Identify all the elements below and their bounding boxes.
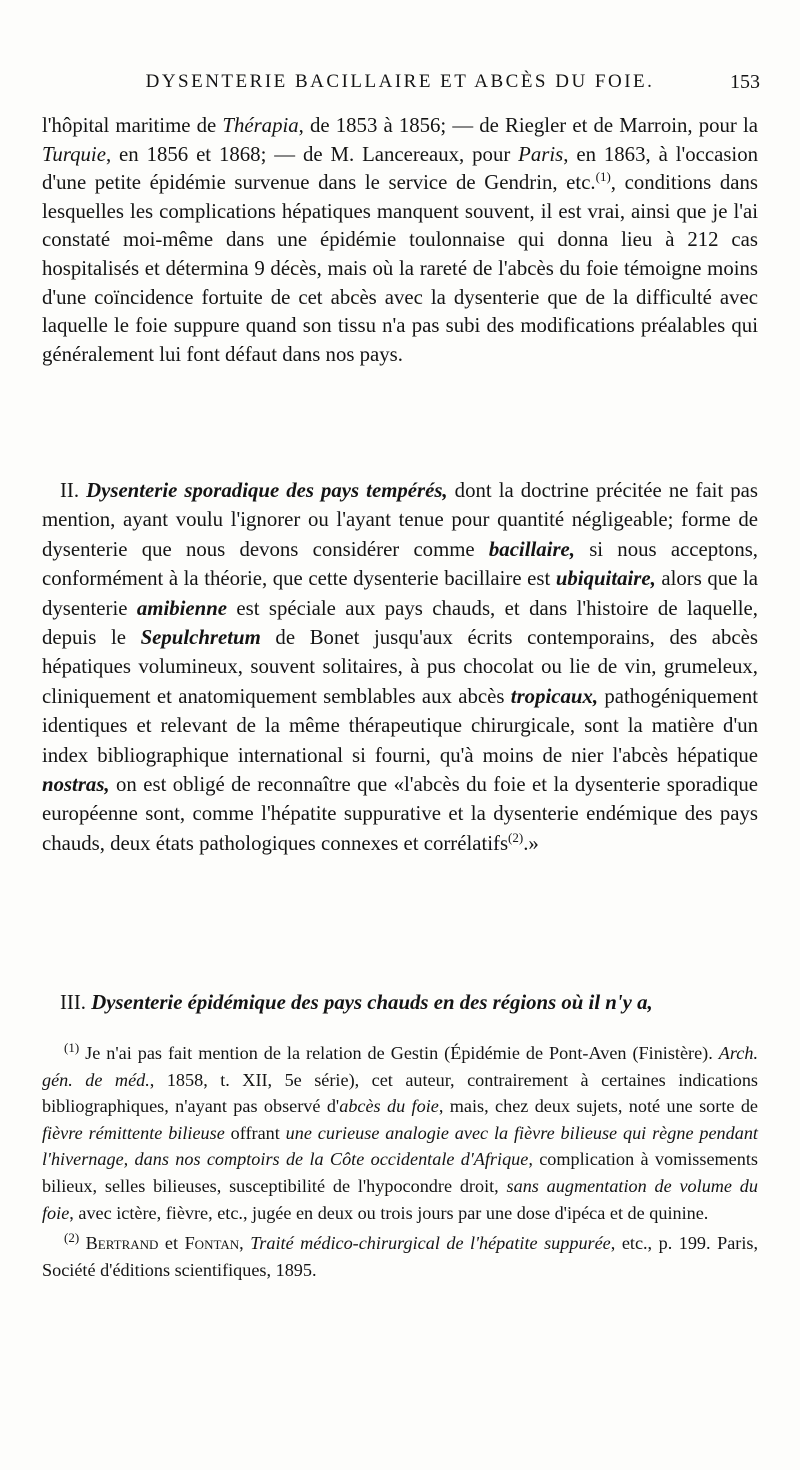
emphasis: une curieuse analogie avec la fièvre bilieuse qui règne pendant l'hivernage, dans nos comptoirs de la Côte occidentale d'Afrique, (42, 1122, 758, 1170)
author-name: Fontan (184, 1233, 240, 1254)
footnotes (42, 1040, 758, 1283)
section-number: III. (60, 991, 92, 1014)
emphasis: ubiquitaire, (555, 567, 656, 591)
book-title: Traité médico-chirurgical de l'hépatite suppurée (250, 1233, 611, 1254)
emphasis: tropicaux, (510, 684, 599, 708)
text: pathogéniquement identiques et relevant de la même thérapeutique chirurgicale, sont la matière d'un index bibliographique international si fourni, qu'à moins de nier l'abcès hépatique (42, 684, 758, 767)
text: , conditions dans lesquelles les complications hépatiques manquent souvent, il est vrai, ainsi que je l'ai constaté moi-même dans une épidémie toulonnaise qui donna lieu à 212 cas hospitalisés et détermina 9 décès, mais où la rareté de l'abcès du foie témoigne moins d'une coïncidence fortuite de cet abcès avec la dysenterie que de la difficulté avec laquelle le foie suppure quand son tissu n'a pas subi des modifications préalables qui généralement lui font défaut dans nos pays. (42, 171, 758, 366)
text: .» (523, 831, 539, 855)
emphasis: amibienne (136, 596, 227, 620)
text: , en 1856 et 1868; — de M. Lancereaux, pour (105, 142, 519, 166)
footnote-2 (42, 1230, 758, 1283)
footnote-1 (42, 1040, 758, 1226)
text: si nous acceptons, conformément à la théorie, que cette dysenterie bacillaire est (42, 537, 759, 591)
footnote-mark: (2) (64, 1230, 80, 1246)
footnote-ref-1: (1) (595, 169, 611, 185)
text: , etc., p. 199. Paris, Société d'éditions scientifiques, 1895. (42, 1233, 758, 1280)
section-ii (42, 476, 758, 858)
emphasis: abcès du foie (339, 1096, 439, 1117)
running-title: DYSENTERIE BACILLAIRE ET ABCÈS DU FOIE. (145, 71, 655, 92)
text: offrant (224, 1122, 286, 1143)
text: est spéciale aux pays chauds, et dans l'histoire de laquelle, depuis le (42, 596, 758, 650)
emphasis: nostras, (42, 773, 110, 797)
place-name: Paris (518, 142, 564, 166)
text: et (158, 1233, 185, 1254)
text: de Bonet jusqu'aux écrits contemporains, des abcès hépatiques volumineux, souvent solitaires, à pus chocolat ou lie de vin, grumeleux, cliniquement et anatomiquement semblables aux abcès (42, 626, 758, 708)
footnote-mark: (1) (64, 1039, 80, 1055)
text: , de 1853 à 1856; — de Riegler et de Marroin, pour la (298, 114, 758, 137)
emphasis: Sepulchretum (140, 626, 261, 650)
page-header (40, 66, 760, 98)
place-name: Thérapia (222, 114, 299, 137)
emphasis: fièvre rémittente bilieuse (42, 1122, 225, 1143)
footnote-ref-2: (2) (508, 829, 524, 845)
section-iii (42, 988, 758, 1018)
text: on est obligé de reconnaître que «l'abcès du foie et la dysenterie sporadique européenne sont, comme l'hépatite suppurative et la dysenterie endémique des pays chauds, deux états pathologiques connexes et corrélatifs (42, 773, 758, 855)
text: complication à vomissements bilieux, selles bilieuses, susceptibilité de l'hypocondre droit, (42, 1149, 758, 1196)
emphasis: bacillaire, (488, 537, 575, 561)
author-name: Bertrand (79, 1233, 159, 1254)
text: , avec ictère, fièvre, etc., jugée en deux ou trois jours par une dose d'ipéca et de quinine. (69, 1202, 709, 1223)
text: , en 1863, à l'occasion d'une petite épidémie survenue dans le service de Gendrin, etc. (42, 142, 758, 195)
section-heading: Dysenterie épidémique des pays chauds en des régions où il n'y a, (91, 991, 653, 1014)
place-name: Turquie (42, 142, 106, 166)
page-number: 153 (730, 71, 760, 93)
paragraph-continuation (42, 112, 758, 369)
text: Je n'ai pas fait mention de la relation de Gestin (Épidémie de Pont-Aven (Finistère). (79, 1043, 719, 1063)
text: l'hôpital maritime de (42, 114, 223, 137)
text: , mais, chez deux sujets, noté une sorte de (438, 1096, 758, 1117)
text: dont la doctrine précitée ne fait pas mention, ayant voulu l'ignorer ou l'ayant tenue pour quantité négligeable; forme de dysenterie que nous devons considérer comme (42, 479, 759, 561)
journal-title: Arch. gén. de méd. (42, 1043, 758, 1090)
text: , 1858, t. XII, 5e série), cet auteur, contrairement à certaines indications bibliographiques, n'ayant pas observé d' (42, 1069, 759, 1117)
text: , (239, 1233, 251, 1254)
emphasis: sans augmentation de volume du foie (42, 1175, 758, 1223)
section-number: II. (60, 479, 87, 502)
section-heading: Dysenterie sporadique des pays tempérés, (86, 479, 448, 502)
text: alors que la dysenterie (42, 567, 758, 620)
